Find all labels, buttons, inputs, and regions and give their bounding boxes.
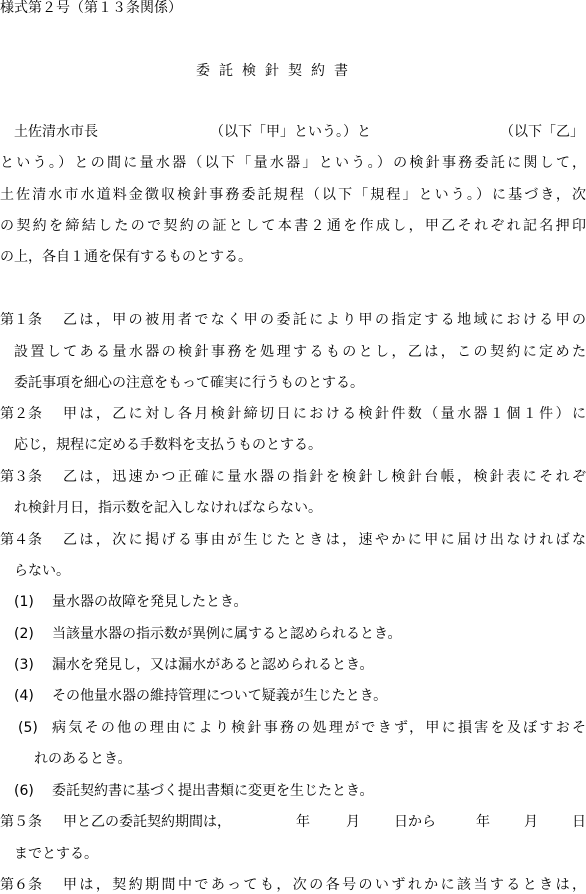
- article-label: 第５条: [0, 814, 42, 830]
- article-text-line: 乙は，甲の被用者でなく甲の委託により甲の指定する地域における甲の: [63, 312, 586, 328]
- period-start-day: 日から: [394, 814, 436, 830]
- item-text-line: 漏水を発見し，又は漏水があると認められるとき。: [52, 657, 374, 673]
- document-title: 委託検針契約書: [196, 63, 357, 79]
- party-a-name: 土佐清水市長: [14, 124, 98, 140]
- article-text-line: 設置してある量水器の検針事務を処理するものとし，乙は，この契約に定めた: [14, 344, 586, 360]
- item-number: (3): [14, 657, 34, 673]
- article-text-line: までとする。: [14, 846, 98, 862]
- article-label: 第４条: [0, 532, 42, 548]
- party-b-note: （以下「乙」: [500, 124, 584, 140]
- article-label: 第３条: [0, 469, 42, 485]
- preamble-line: 土佐清水市水道料金徴収検針事務委託規程（以下「規程」という。）に基づき，次: [0, 187, 586, 203]
- period-end-year: 年: [476, 814, 490, 830]
- item-text-line: れのあるとき。: [34, 751, 132, 767]
- item-text-line: 委託契約書に基づく提出書類に変更を生じたとき。: [52, 783, 374, 799]
- article-text-line: 甲は，乙に対し各月検針締切日における検針件数（量水器１個１件）に: [63, 406, 586, 422]
- period-start-year: 年: [296, 814, 310, 830]
- item-text-line: 当該量水器の指示数が異例に属すると認められるとき。: [52, 626, 402, 642]
- article-text-line: 委託事項を細心の注意をもって確実に行うものとする。: [14, 375, 364, 391]
- item-text-line: 量水器の故障を発見したとき。: [52, 594, 248, 610]
- item-number: (4): [14, 688, 34, 704]
- item-number: (5): [18, 720, 38, 736]
- preamble-line: の契約を締結したので契約の証として本書２通を作成し，甲乙それぞれ記名押印: [0, 218, 586, 234]
- preamble-line: の上，各自１通を保有するものとする。: [0, 249, 252, 265]
- article-label: 第６条: [0, 877, 42, 893]
- item-number: (2): [14, 626, 34, 642]
- article-text-line: 乙は，迅速かつ正確に量水器の指針を検針し検針台帳，検針表にそれぞ: [63, 469, 586, 485]
- article-label: 第１条: [0, 312, 42, 328]
- item-number: (6): [14, 783, 34, 799]
- form-label: 様式第２号（第１３条関係）: [0, 0, 182, 16]
- item-text-line: 病気その他の理由により検針事務の処理ができず，甲に損害を及ぼすおそ: [52, 720, 586, 736]
- article-text-line: らない。: [14, 563, 70, 579]
- period-end-month: 月: [524, 814, 538, 830]
- party-a-note: （以下「甲」という。）と: [210, 124, 371, 140]
- preamble-line: という。）との間に量水器（以下「量水器」という。）の検針事務委託に関して，: [0, 155, 586, 171]
- article-text-line: 応じ，規程に定める手数料を支払うものとする。: [14, 437, 322, 453]
- item-number: (1): [14, 594, 34, 610]
- period-end-day: 日: [572, 814, 586, 830]
- article-label: 第２条: [0, 406, 42, 422]
- article-text-line: 乙は，次に掲げる事由が生じたときは，速やかに甲に届け出なければな: [63, 532, 586, 548]
- article-text-line: 甲は，契約期間中であっても，次の各号のいずれかに該当するときは，: [63, 877, 586, 893]
- article-text-line: れ検針月日，指示数を記入しなければならない。: [14, 500, 322, 516]
- contract-period-text: 甲と乙の委託契約期間は，: [63, 814, 231, 830]
- item-text-line: その他量水器の維持管理について疑義が生じたとき。: [52, 688, 388, 704]
- period-start-month: 月: [346, 814, 360, 830]
